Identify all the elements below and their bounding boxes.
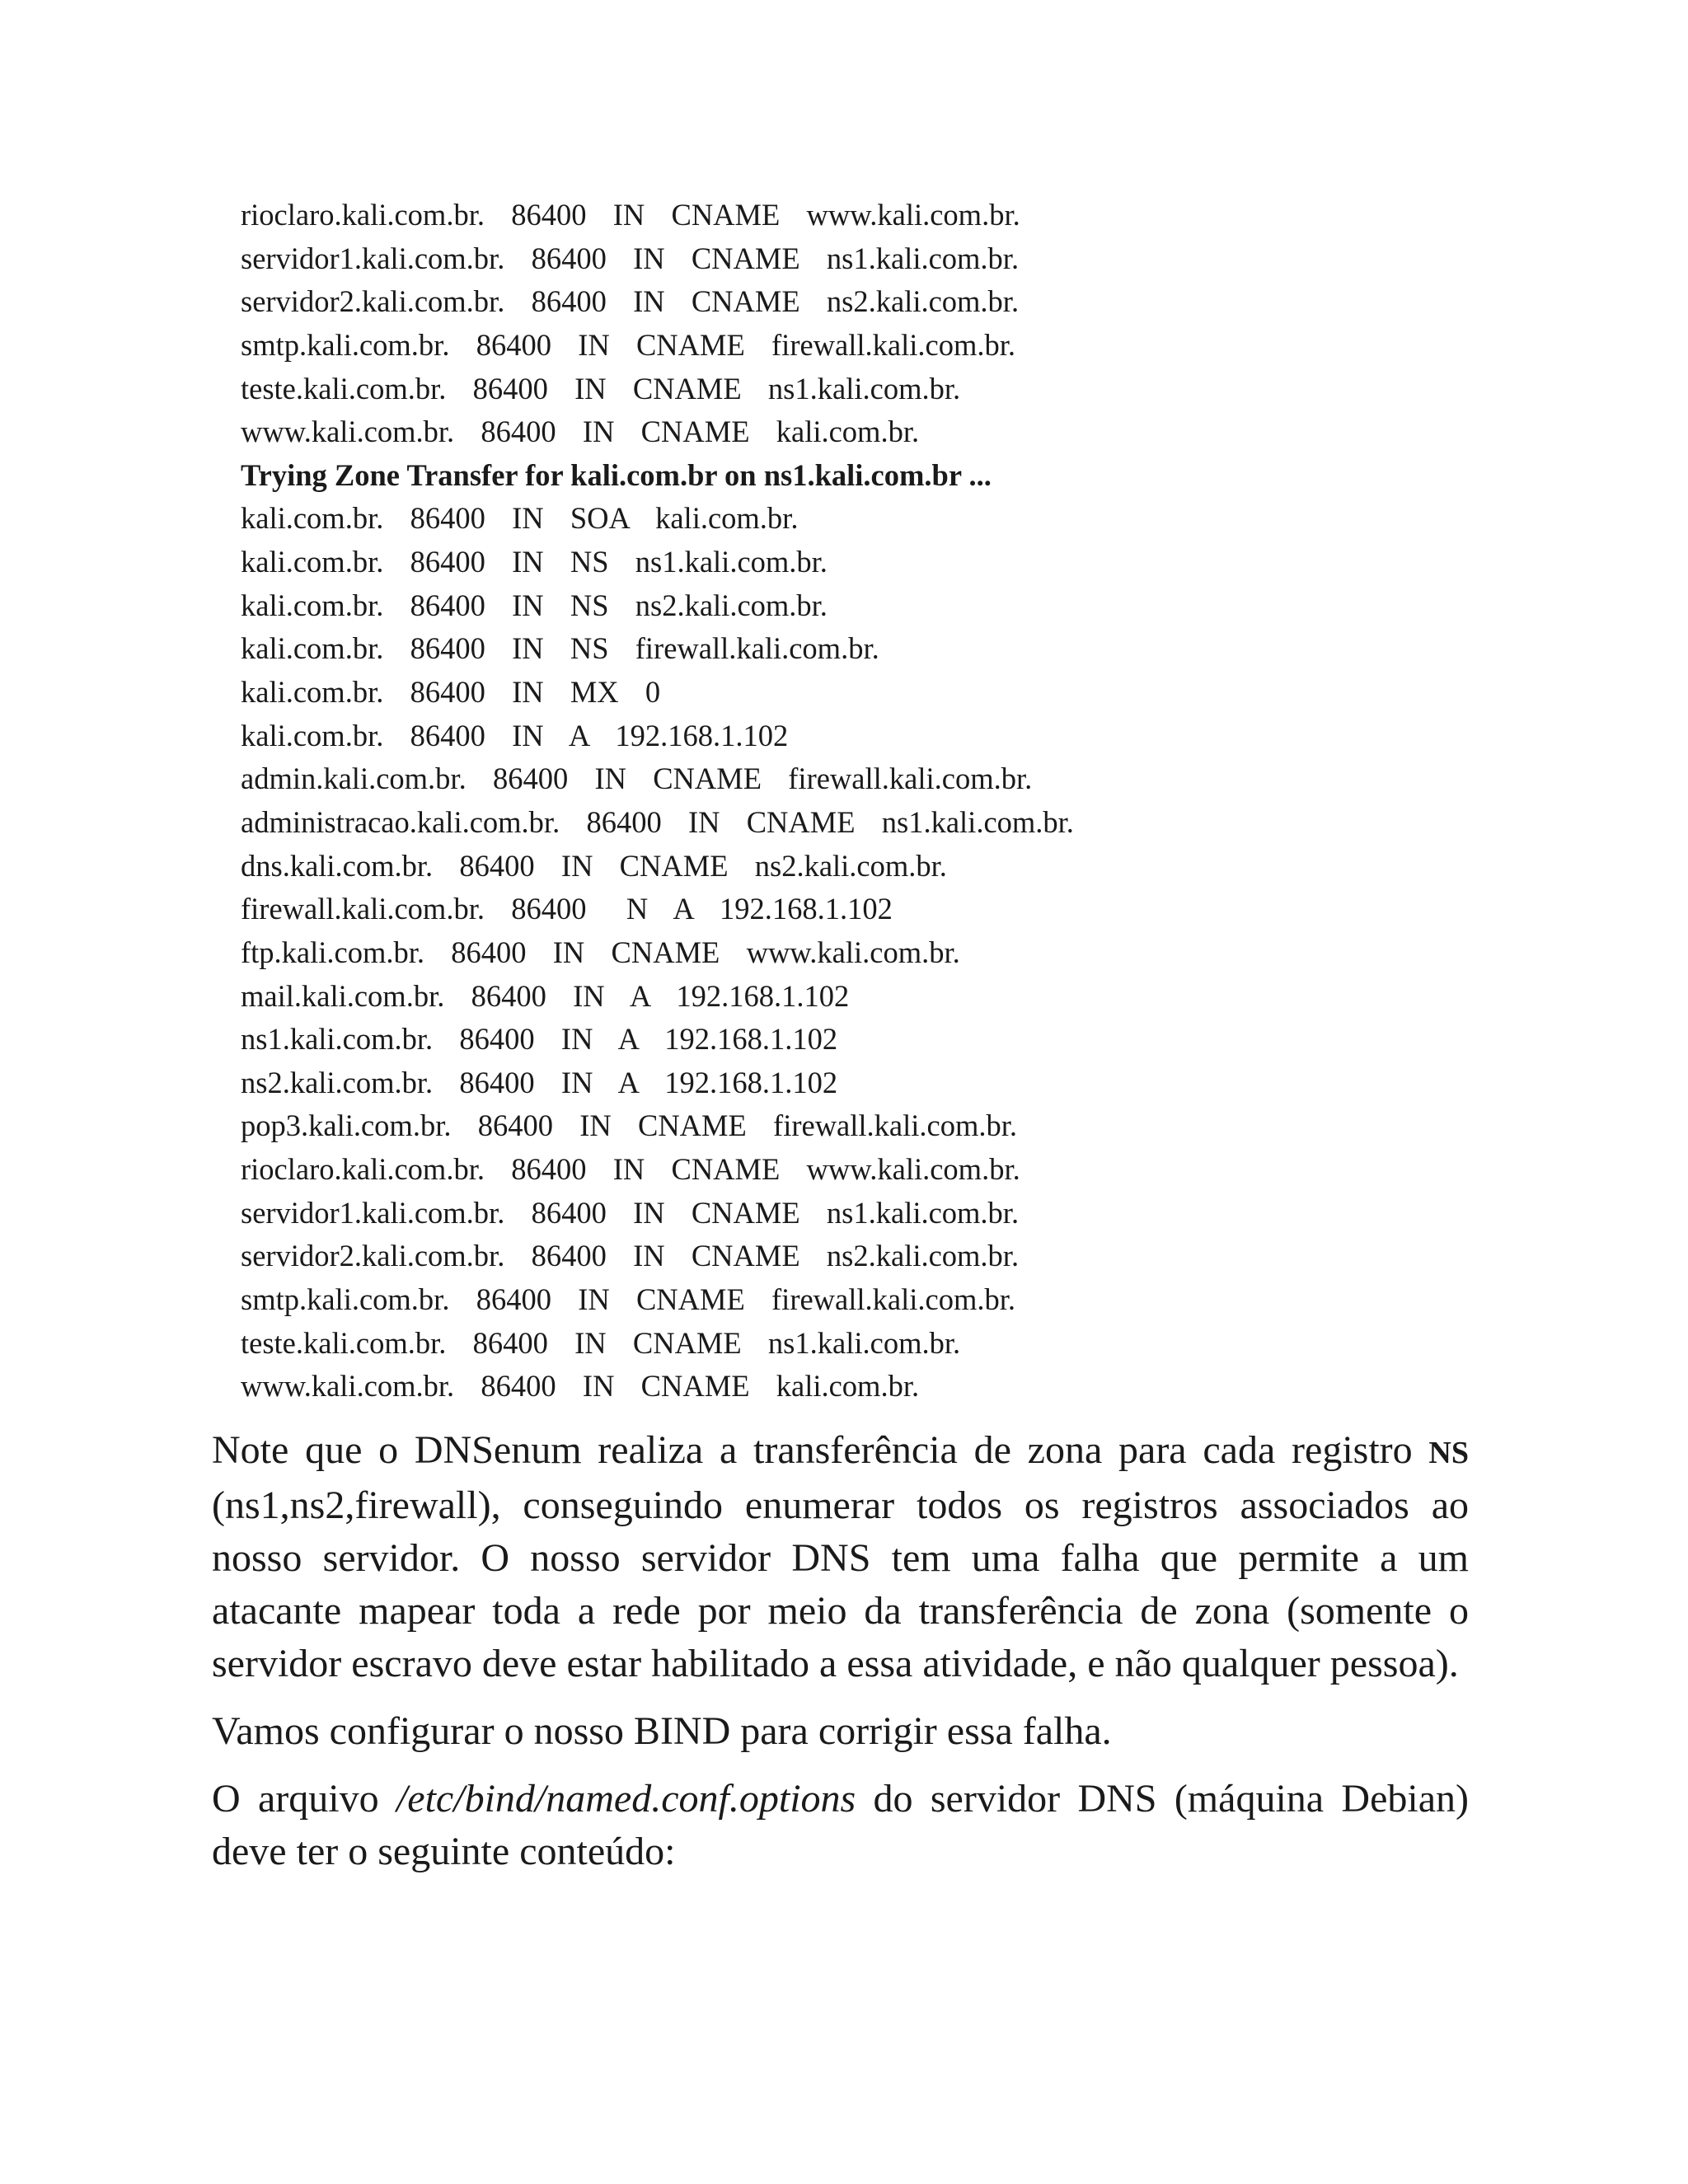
dns-record-line: servidor2.kali.com.br. 86400 IN CNAME ns2.kali.com.br. bbox=[241, 284, 1020, 319]
paragraph3-text-start: O arquivo bbox=[212, 1777, 396, 1821]
dns-record-line: servidor1.kali.com.br. 86400 IN CNAME ns1.kali.com.br. bbox=[241, 241, 1020, 275]
dns-record-line: teste.kali.com.br. 86400 IN CNAME ns1.kali.com.br. bbox=[241, 1325, 961, 1360]
dns-record-line: ftp.kali.com.br. 86400 IN CNAME www.kali.com.br. bbox=[241, 935, 960, 969]
dns-record-line: mail.kali.com.br. 86400 IN A 192.168.1.102 bbox=[241, 978, 850, 1013]
paragraph-zone-transfer-note bbox=[212, 1424, 1469, 1690]
dns-record-line: rioclaro.kali.com.br. 86400 IN CNAME www.kali.com.br. bbox=[241, 1152, 1020, 1187]
paragraph1-text-end: (ns1,ns2,firewall), conseguindo enumerar todos os registros associados ao nosso servidor. O nosso servidor DNS tem uma falha que permite a um atacante mapear toda a rede por meio da transferência de zona (somente o servidor escravo deve estar habilitado a essa atividade, e não qualquer pessoa). bbox=[212, 1483, 1469, 1685]
dns-record-line: kali.com.br. 86400 IN A 192.168.1.102 bbox=[241, 718, 789, 752]
dns-record-line: administracao.kali.com.br. 86400 IN CNAME ns1.kali.com.br. bbox=[241, 804, 1074, 839]
zone-transfer-heading: Trying Zone Transfer for kali.com.br on ns1.kali.com.br ... bbox=[241, 457, 992, 492]
dns-record-line: rioclaro.kali.com.br. 86400 IN CNAME www.kali.com.br. bbox=[241, 198, 1020, 232]
dns-record-line: kali.com.br. 86400 IN NS firewall.kali.com.br. bbox=[241, 631, 879, 666]
dns-record-line: teste.kali.com.br. 86400 IN CNAME ns1.kali.com.br. bbox=[241, 371, 961, 405]
ns-record-label: NS bbox=[1428, 1436, 1469, 1470]
dns-record-line: www.kali.com.br. 86400 IN CNAME kali.com.br. bbox=[241, 415, 920, 449]
dns-record-line: servidor2.kali.com.br. 86400 IN CNAME ns2.kali.com.br. bbox=[241, 1239, 1020, 1273]
paragraph-config-file bbox=[212, 1773, 1469, 1878]
dns-record-line: www.kali.com.br. 86400 IN CNAME kali.com.br. bbox=[241, 1369, 920, 1404]
dns-record-line: kali.com.br. 86400 IN NS ns2.kali.com.br. bbox=[241, 588, 828, 622]
dns-record-line: kali.com.br. 86400 IN MX 0 bbox=[241, 675, 661, 710]
dns-record-line: kali.com.br. 86400 IN NS ns1.kali.com.br. bbox=[241, 545, 828, 579]
config-file-path: /etc/bind/named.conf.options bbox=[396, 1777, 856, 1821]
paragraph1-text-start: Note que o DNSenum realiza a transferência de zona para cada registro bbox=[212, 1428, 1429, 1472]
dns-record-line: admin.kali.com.br. 86400 IN CNAME firewall.kali.com.br. bbox=[241, 762, 1033, 796]
dns-record-line: servidor1.kali.com.br. 86400 IN CNAME ns1.kali.com.br. bbox=[241, 1195, 1020, 1230]
dns-record-line: smtp.kali.com.br. 86400 IN CNAME firewall.kali.com.br. bbox=[241, 1282, 1015, 1317]
dns-record-line: smtp.kali.com.br. 86400 IN CNAME firewall.kali.com.br. bbox=[241, 327, 1015, 362]
dns-record-line: kali.com.br. 86400 IN SOA kali.com.br. bbox=[241, 501, 799, 536]
body-text bbox=[212, 1424, 1469, 1893]
dns-record-line: dns.kali.com.br. 86400 IN CNAME ns2.kali.com.br. bbox=[241, 848, 947, 883]
paragraph-configure-bind: Vamos configurar o nosso BIND para corrigir essa falha. bbox=[212, 1709, 1112, 1753]
dns-record-line: pop3.kali.com.br. 86400 IN CNAME firewall.kali.com.br. bbox=[241, 1108, 1017, 1143]
dnsenum-output-block bbox=[241, 194, 1477, 1408]
dns-record-line: ns2.kali.com.br. 86400 IN A 192.168.1.102 bbox=[241, 1065, 838, 1099]
dns-record-line: firewall.kali.com.br. 86400 N A 192.168.1.102 bbox=[241, 892, 893, 926]
dns-record-line: ns1.kali.com.br. 86400 IN A 192.168.1.102 bbox=[241, 1022, 838, 1057]
paragraph3-text-end: do servidor DNS (máquina Debian) deve ter o seguinte conteúdo: bbox=[212, 1777, 1470, 1873]
